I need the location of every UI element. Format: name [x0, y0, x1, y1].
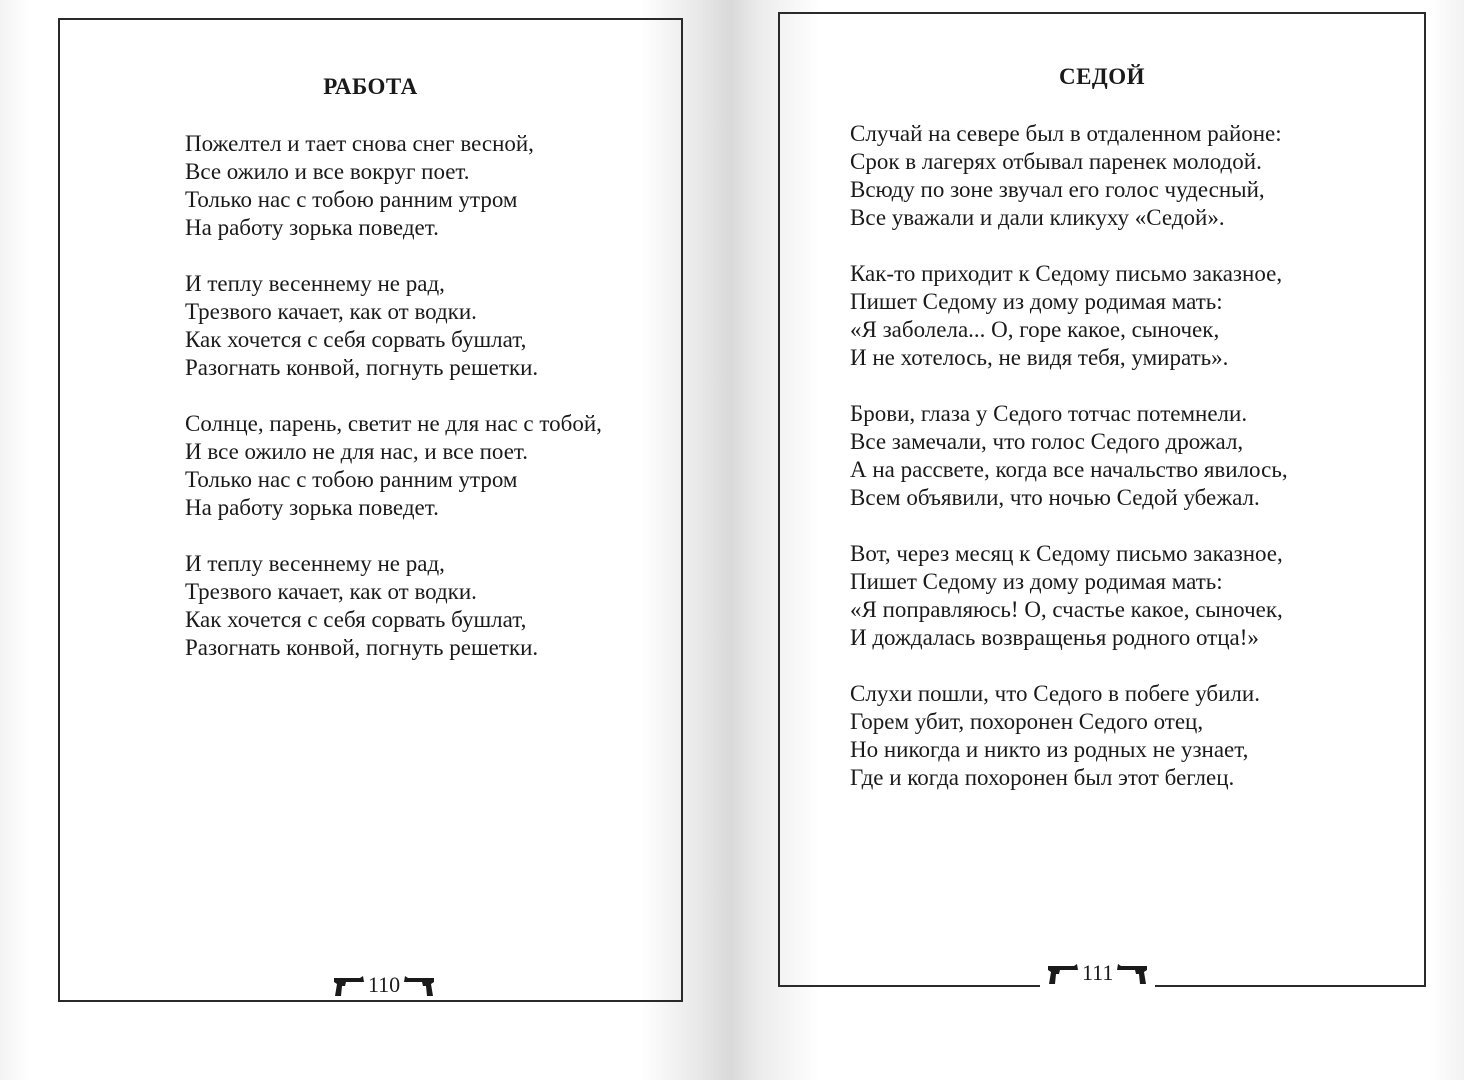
stanza	[850, 400, 1288, 512]
poem-line: Но никогда и никто из родных не узнает,	[850, 737, 1249, 762]
page-number: 110	[368, 972, 401, 997]
poem-line: «Я поправляюсь! О, счастье какое, сыночек,	[850, 597, 1283, 622]
poem-line: Вот, через месяц к Седому письмо заказное,	[850, 541, 1283, 566]
poem-line: Всюду по зоне звучал его голос чудесный,	[850, 177, 1265, 202]
stanza	[185, 550, 602, 662]
poem-line: Срок в лагерях отбывал паренек молодой.	[850, 149, 1262, 174]
poem-line: Только нас с тобою ранним утром	[185, 467, 518, 492]
left-page-footer	[326, 970, 442, 1000]
right-page-footer	[1040, 958, 1155, 988]
pistol-icon	[332, 970, 366, 1000]
poem-line: Случай на севере был в отдаленном районе:	[850, 121, 1282, 146]
poem-line: Всем объявили, что ночью Седой убежал.	[850, 485, 1260, 510]
poem-line: Слухи пошли, что Седого в побеге убили.	[850, 681, 1260, 706]
pistol-icon	[1115, 958, 1149, 988]
poem-line: Трезвого качает, как от водки.	[185, 579, 477, 604]
right-page-title: СЕДОЙ	[1058, 64, 1146, 89]
poem-line: Где и когда похоронен был этот беглец.	[850, 765, 1235, 790]
stanza	[185, 130, 602, 242]
poem-line: Горем убит, похоронен Седого отец,	[850, 709, 1204, 734]
poem-line: Все ожило и все вокруг поет.	[185, 159, 470, 184]
stanza	[185, 270, 602, 382]
poem-line: «Я заболела... О, горе какое, сыночек,	[850, 317, 1220, 342]
poem-line: Пишет Седому из дому родимая мать:	[850, 289, 1223, 314]
pistol-icon	[402, 970, 436, 1000]
poem-line: Разогнать конвой, погнуть решетки.	[185, 355, 539, 380]
poem-line: И теплу весеннему не рад,	[185, 271, 445, 296]
poem-line: Брови, глаза у Седого тотчас потемнели.	[850, 401, 1248, 426]
poem-line: Солнце, парень, светит не для нас с тобой,	[185, 411, 602, 436]
right-poem	[850, 120, 1288, 820]
left-poem	[185, 130, 602, 690]
poem-line: На работу зорька поведет.	[185, 495, 439, 520]
stanza	[850, 680, 1288, 792]
poem-line: И дождалась возвращенья родного отца!»	[850, 625, 1259, 650]
poem-line: Пишет Седому из дому родимая мать:	[850, 569, 1223, 594]
poem-line: На работу зорька поведет.	[185, 215, 439, 240]
poem-line: Как хочется с себя сорвать бушлат,	[185, 607, 527, 632]
poem-line: Все уважали и дали кликуху «Седой».	[850, 205, 1225, 230]
poem-line: А на рассвете, когда все начальство явилось,	[850, 457, 1288, 482]
poem-line: Все замечали, что голос Седого дрожал,	[850, 429, 1244, 454]
poem-line: И не хотелось, не видя тебя, умирать».	[850, 345, 1229, 370]
stanza	[850, 260, 1288, 372]
poem-line: Как хочется с себя сорвать бушлат,	[185, 327, 527, 352]
stanza	[850, 120, 1288, 232]
pistol-icon	[1046, 958, 1080, 988]
poem-line: И теплу весеннему не рад,	[185, 551, 445, 576]
stanza	[185, 410, 602, 522]
poem-line: Трезвого качает, как от водки.	[185, 299, 477, 324]
left-page-title: РАБОТА	[323, 74, 418, 99]
poem-line: Пожелтел и тает снова снег весной,	[185, 131, 534, 156]
poem-line: И все ожило не для нас, и все поет.	[185, 439, 528, 464]
page-number: 111	[1082, 960, 1114, 985]
poem-line: Только нас с тобою ранним утром	[185, 187, 518, 212]
poem-line: Разогнать конвой, погнуть решетки.	[185, 635, 539, 660]
stanza	[850, 540, 1288, 652]
poem-line: Как-то приходит к Седому письмо заказное,	[850, 261, 1283, 286]
